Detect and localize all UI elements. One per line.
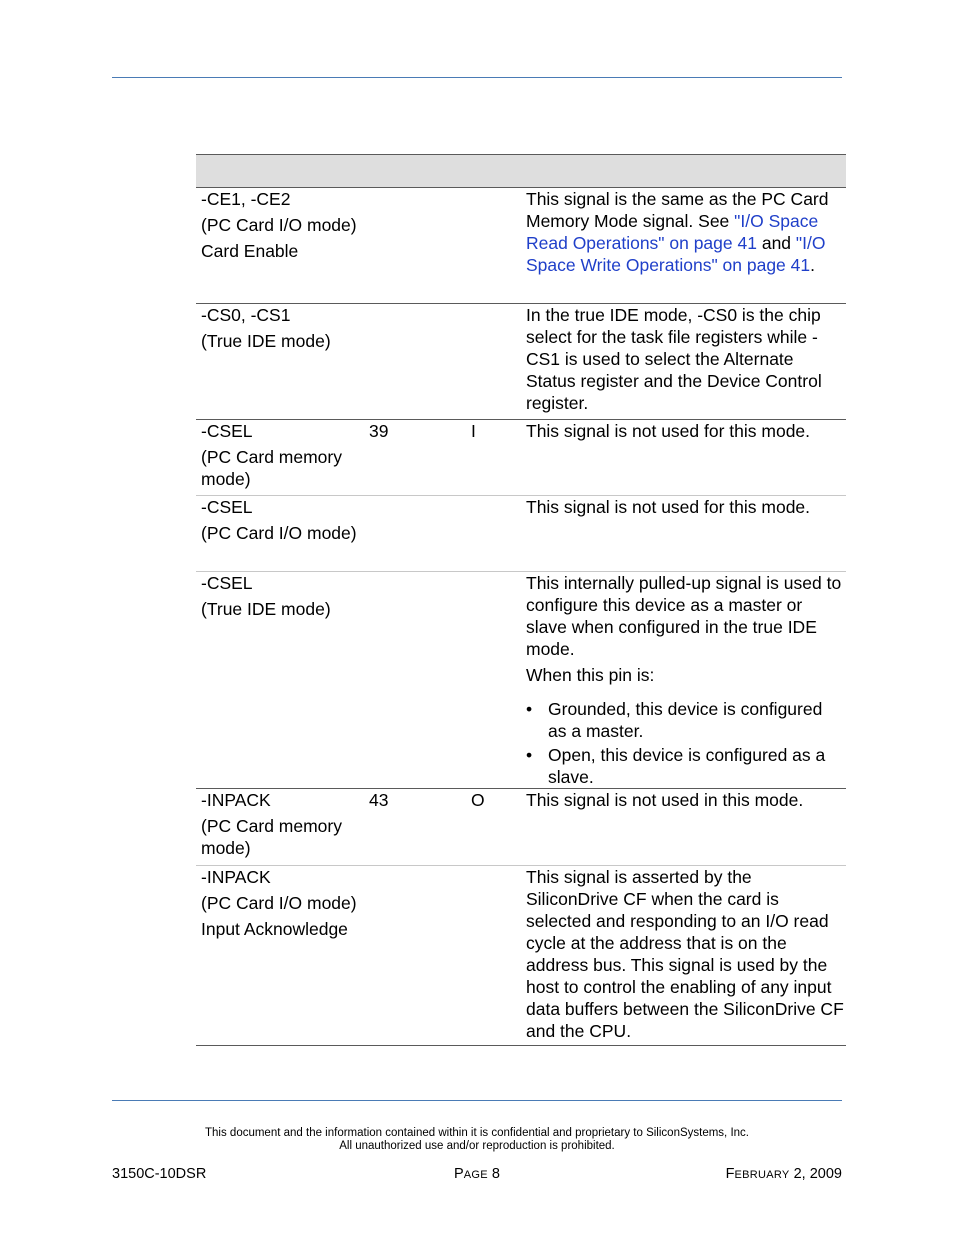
signal-cell <box>201 304 371 352</box>
pin-number: 43 <box>369 790 389 810</box>
signal-mode: (PC Card I/O mode) <box>201 523 357 543</box>
notice-line: This document and the information contained within it is confidential and proprietary to SiliconSystems, Inc. <box>205 1127 749 1139</box>
page-number-value: 8 <box>487 1166 500 1182</box>
description-segment: . <box>810 255 815 275</box>
description-cell <box>526 572 844 790</box>
io-direction: O <box>471 790 485 810</box>
description-text: This internally pulled-up signal is used to configure this device as a master or slave when configured in the true IDE mode. <box>526 573 842 659</box>
document-number: 3150C-10DSR <box>112 1166 207 1182</box>
description-cell <box>526 304 844 414</box>
signal-name: -CSEL <box>201 573 253 593</box>
description-cell <box>526 496 844 518</box>
signal-mode: (True IDE mode) <box>201 599 331 619</box>
signal-cell <box>201 789 371 859</box>
signal-cell <box>201 866 371 940</box>
footer-rule <box>112 1100 842 1101</box>
signal-name: -CE1, -CE2 <box>201 189 291 209</box>
table-row <box>196 420 846 496</box>
list-item-text: Open, this device is configured as a slave. <box>548 745 826 787</box>
signal-cell <box>201 496 371 544</box>
description-cell <box>526 420 844 442</box>
signal-name: -CSEL <box>201 421 253 441</box>
header-rule <box>112 77 842 78</box>
signal-mode: (PC Card memory mode) <box>201 816 342 858</box>
signal-cell <box>201 420 371 490</box>
list-item <box>526 744 844 788</box>
date-month-rest: EBRUARY <box>734 1169 790 1181</box>
io-direction: I <box>471 421 476 441</box>
description-text: This signal is not used for this mode. <box>526 497 811 517</box>
list-item-text: Grounded, this device is configured as a master. <box>548 699 823 741</box>
table-row <box>196 866 846 1046</box>
page-label-rest: AGE <box>463 1169 488 1181</box>
table-row <box>196 572 846 789</box>
notice-line: All unauthorized use and/or reproduction is prohibited. <box>339 1140 615 1152</box>
signal-name: -INPACK <box>201 790 271 810</box>
date-month-initial: F <box>725 1166 735 1182</box>
signal-name: -CSEL <box>201 497 253 517</box>
signal-mode: (PC Card I/O mode) <box>201 893 357 913</box>
signal-function: Input Acknowledge <box>201 919 348 939</box>
description-cell <box>526 789 844 811</box>
description-text: This signal is not used for this mode. <box>526 421 811 441</box>
signal-cell <box>201 572 371 620</box>
description-text: This signal is not used in this mode. <box>526 790 804 810</box>
description-text <box>526 188 844 276</box>
bullet-glyph: • <box>526 745 533 765</box>
bullet-glyph: • <box>526 699 533 719</box>
date-day-year: 2, 2009 <box>789 1166 842 1182</box>
signal-name: -INPACK <box>201 867 271 887</box>
xref-link-write-ops[interactable]: "I/O Space Write Operations" on page 41 <box>526 233 826 275</box>
signal-cell <box>201 188 371 262</box>
list-item <box>526 698 844 742</box>
signal-mode: (PC Card I/O mode) <box>201 215 357 235</box>
table-header-band <box>196 154 846 188</box>
signal-mode: (PC Card memory mode) <box>201 447 342 489</box>
description-cell <box>526 188 844 276</box>
description-segment: and <box>756 233 796 253</box>
table-row <box>196 188 846 304</box>
table-row <box>196 496 846 572</box>
description-segment: This signal is the same as the PC Card Memory Mode signal. See <box>526 189 829 231</box>
signal-function: Card Enable <box>201 241 299 261</box>
pin-number: 39 <box>369 421 389 441</box>
description-cell <box>526 866 844 1042</box>
bullet-list <box>526 698 844 788</box>
xref-link-read-ops[interactable]: "I/O Space Read Operations" on page 41 <box>526 211 819 253</box>
document-date <box>726 1166 842 1182</box>
description-text: In the true IDE mode, -CS0 is the chip select for the task file registers while -CS1 is used to select the Alternate Status register and the Device Control register. <box>526 305 822 413</box>
confidentiality-notice <box>0 1127 954 1153</box>
signal-name: -CS0, -CS1 <box>201 305 291 325</box>
table-row <box>196 304 846 420</box>
page-label-initial: P <box>454 1166 464 1182</box>
description-subtext: When this pin is: <box>526 665 655 685</box>
table-row <box>196 789 846 866</box>
signal-mode: (True IDE mode) <box>201 331 331 351</box>
description-text: This signal is asserted by the SiliconDrive CF when the card is selected and responding to an I/O read cycle at the address that is on the address bus. This signal is used by the host to control the enabling of any input data buffers between the SiliconDrive CF and the CPU. <box>526 867 844 1041</box>
